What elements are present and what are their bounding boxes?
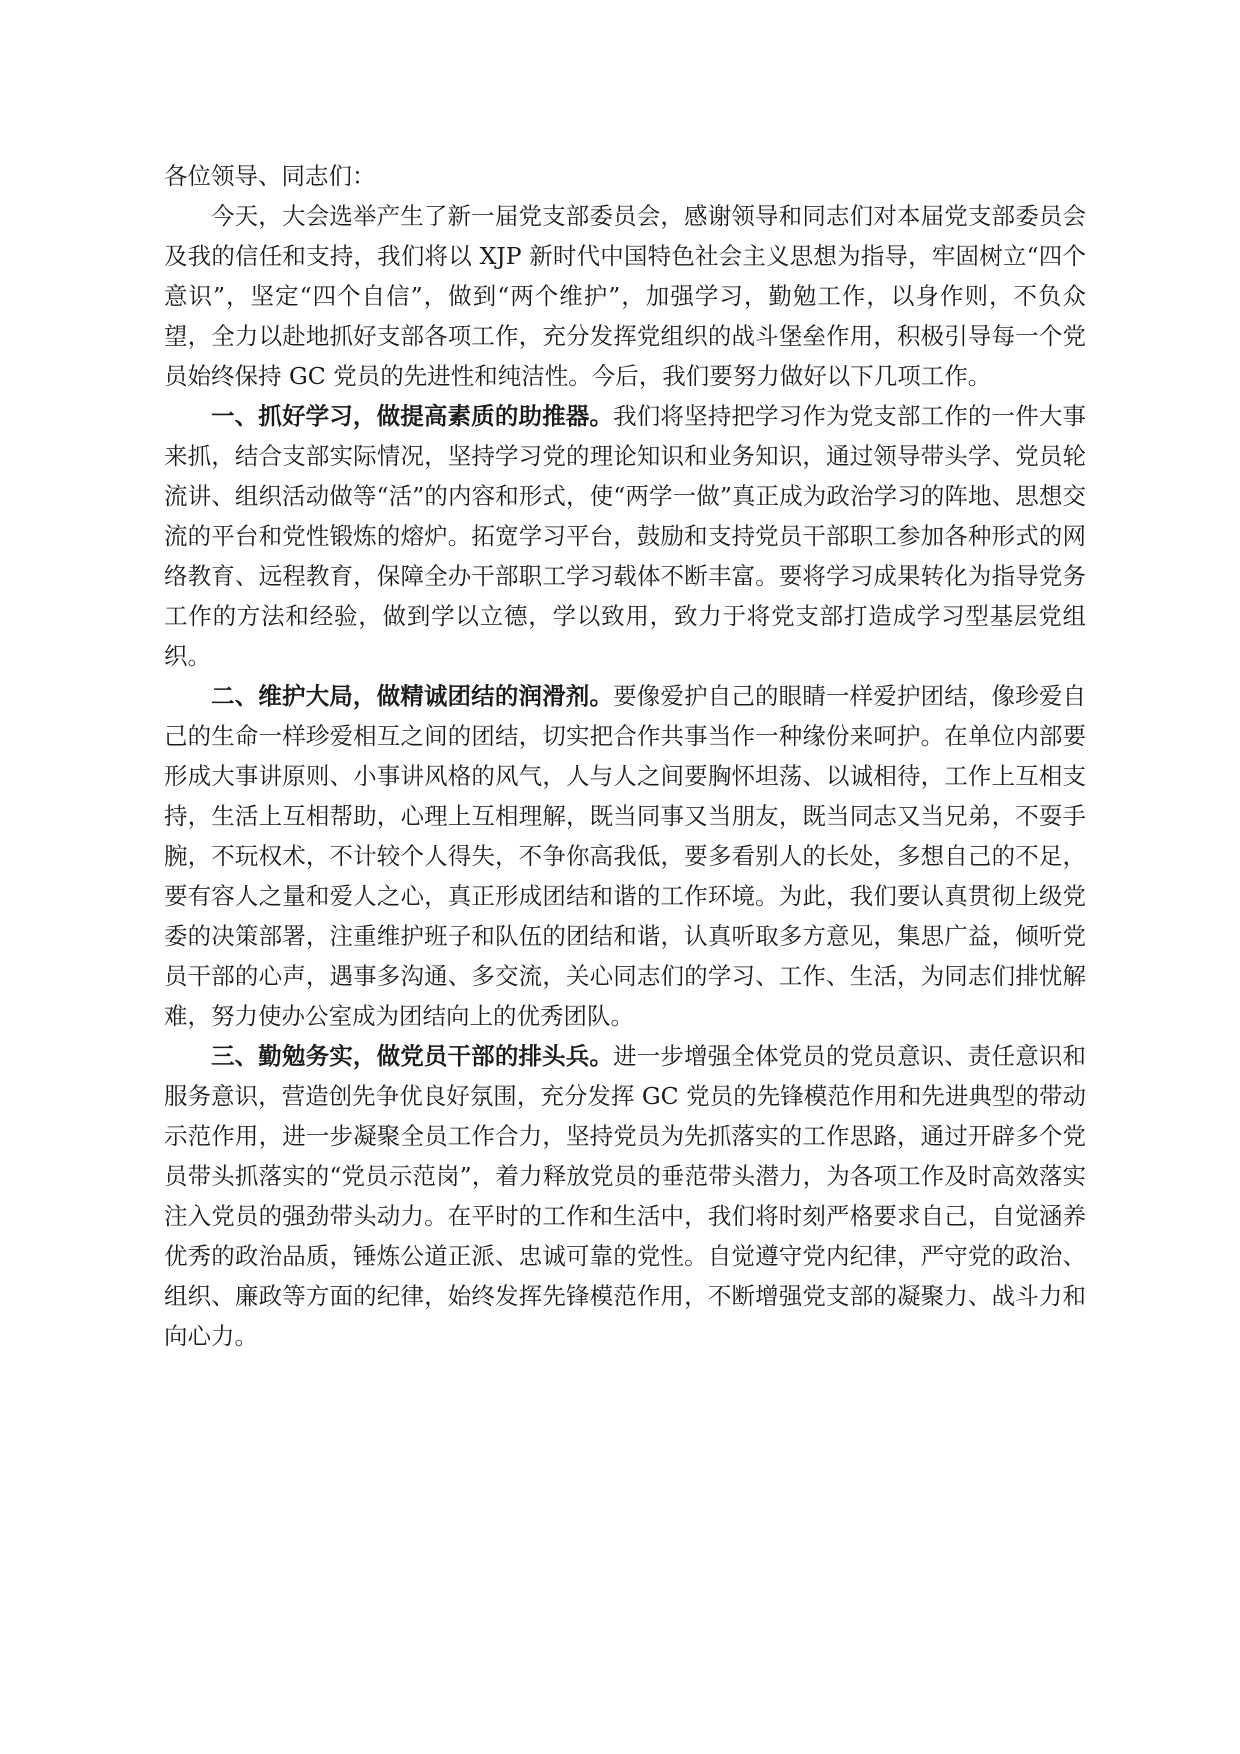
paragraph-body: 要像爱护自己的眼睛一样爱护团结，像珍爱自己的生命一样珍爱相互之间的团结，切实把合作共事当作一种缘份来呵护。在单位内部要形成大事讲原则、小事讲风格的风气，人与人之间要胸怀坦荡、以诚相待，工作上互相支持，生活上互相帮助，心理上互相理解，既当同事又当朋友，既当同志又当兄弟，不耍手腕，不玩权术，不计较个人得失，不争你高我低，要多看别人的长处，多想自己的不足，要有容人之量和爱人之心，真正形成团结和谐的工作环境。为此，我们要认真贯彻上级党委的决策部署，注重维护班子和队伍的团结和谐，认真听取多方意见，集思广益，倾听党员干部的心声，遇事多沟通、多交流，关心同志们的学习、工作、生活，为同志们排忧解难，努力使办公室成为团结向上的优秀团队。	[164, 682, 1087, 1030]
paragraph-unity	[164, 676, 1086, 1036]
salutation: 各位领导、同志们：	[164, 162, 376, 190]
paragraph-diligence	[164, 1036, 1086, 1356]
paragraph-body: 我们将坚持把学习作为党支部工作的一件大事来抓，结合支部实际情况，坚持学习党的理论知识和业务知识，通过领导带头学、党员轮流讲、组织活动做等“活”的内容和形式，使“两学一做”真正成为政治学习的阵地、思想交流的平台和党性锻炼的熔炉。拓宽学习平台，鼓励和支持党员干部职工参加各种形式的网络教育、远程教育，保障全办干部职工学习载体不断丰富。要将学习成果转化为指导党务工作的方法和经验，做到学以立德，学以致用，致力于将党支部打造成学习型基层党组织。	[164, 402, 1087, 670]
paragraph-heading: 三、勤勉务实，做党员干部的排头兵。	[211, 1042, 614, 1070]
paragraph-heading: 二、维护大局，做精诚团结的润滑剂。	[211, 682, 614, 710]
paragraph-body: 进一步增强全体党员的党员意识、责任意识和服务意识，营造创先争优良好氛围，充分发挥 GC 党员的先锋模范作用和先进典型的带动示范作用，进一步凝聚全员工作合力，坚持党员为先抓落实的工作思路，通过开辟多个党员带头抓落实的“党员示范岗”，着力释放党员的垂范带头潜力，为各项工作及时高效落实注入党员的强劲带头动力。在平时的工作和生活中，我们将时刻严格要求自己，自觉涵养优秀的政治品质，锤炼公道正派、忠诚可靠的党性。自觉遵守党内纪律，严守党的政治、组织、廉政等方面的纪律，始终发挥先锋模范作用，不断增强党支部的凝聚力、战斗力和向心力。	[164, 1042, 1087, 1350]
paragraph-study	[164, 396, 1086, 676]
document-page	[164, 156, 1086, 1356]
paragraph-heading: 一、抓好学习，做提高素质的助推器。	[211, 402, 614, 430]
paragraph-intro	[164, 196, 1086, 396]
paragraph-body: 今天，大会选举产生了新一届党支部委员会，感谢领导和同志们对本届党支部委员会及我的信任和支持，我们将以 XJP 新时代中国特色社会主义思想为指导，牢固树立“四个意识”，坚定“四个自信”，做到“两个维护”，加强学习，勤勉工作，以身作则，不负众望，全力以赴地抓好支部各项工作，充分发挥党组织的战斗堡垒作用，积极引导每一个党员始终保持 GC 党员的先进性和纯洁性。今后，我们要努力做好以下几项工作。	[164, 202, 1086, 390]
